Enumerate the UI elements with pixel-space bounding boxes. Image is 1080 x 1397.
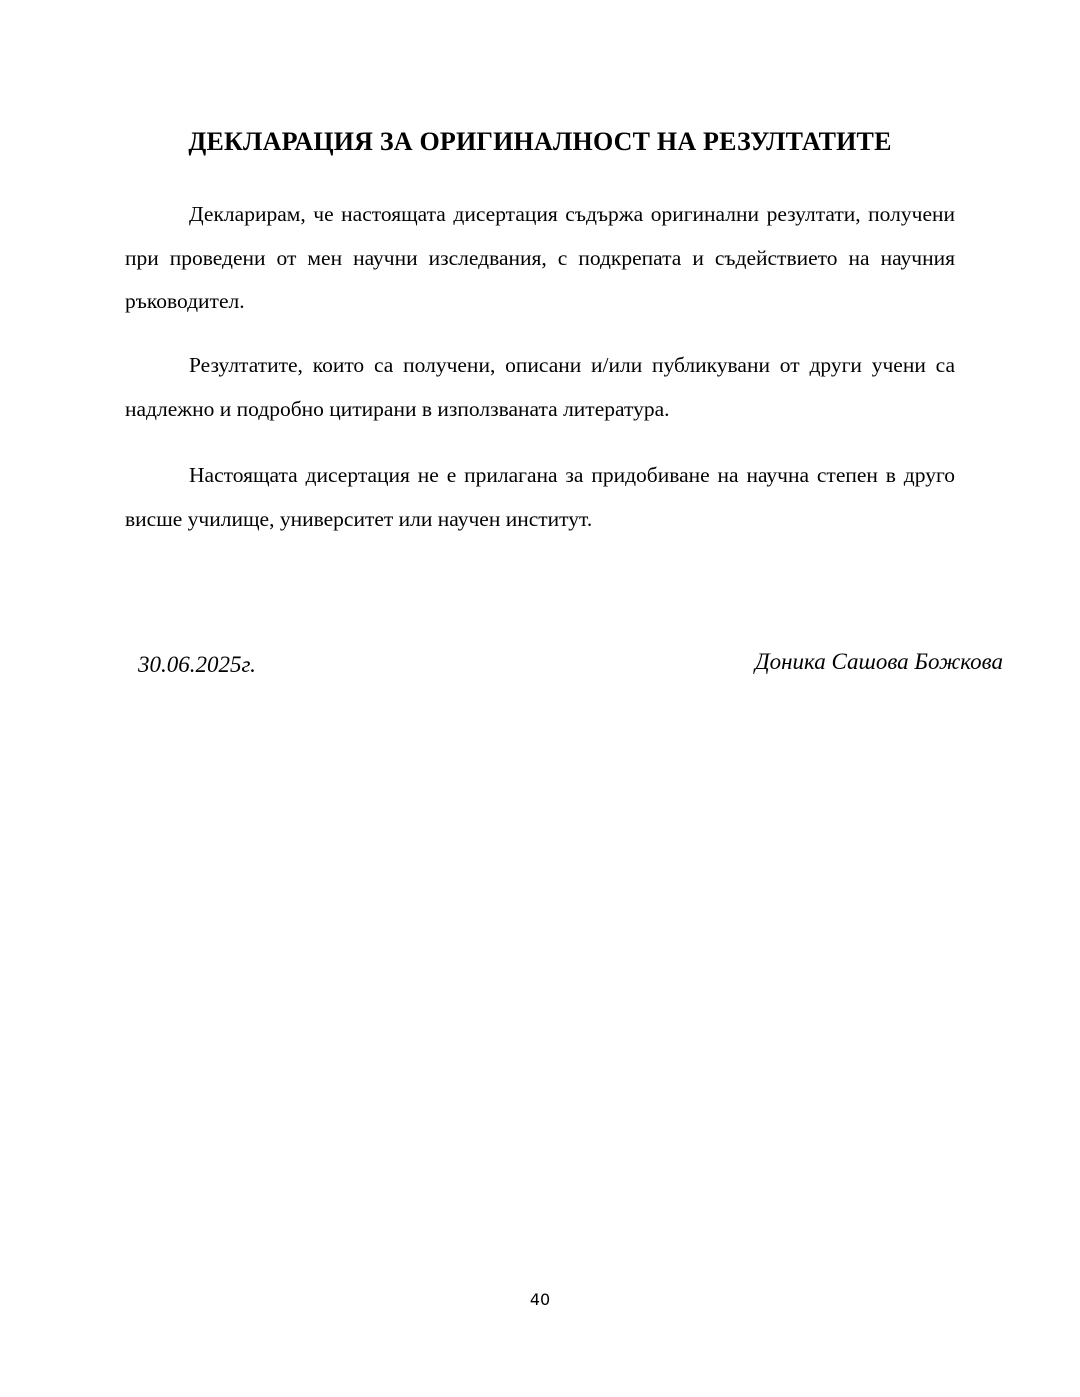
paragraph-not-submitted: Настоящата дисертация не е прилагана за придобиване на научна степен в друго висше училище, университет или научен институт. bbox=[125, 463, 955, 531]
page-number: 40 bbox=[529, 1290, 551, 1309]
paragraph-originality: Декларирам, че настоящата дисертация съдържа оригинални резултати, получени при проведени от мен научни изследвания, с подкрепата и съдействието на научния ръководител. bbox=[125, 202, 955, 313]
declaration-title: ДЕКЛАРАЦИЯ ЗА ОРИГИНАЛНОСТ НА РЕЗУЛТАТИТЕ bbox=[188, 127, 892, 156]
paragraph-citations: Резултатите, които са получени, описани и/или публикувани от други учени са надлежно и подробно цитирани в използваната литература. bbox=[125, 353, 955, 421]
declaration-date: 30.06.2025г. bbox=[138, 652, 256, 677]
signer-name: Доника Сашова Божкова bbox=[754, 649, 1003, 674]
